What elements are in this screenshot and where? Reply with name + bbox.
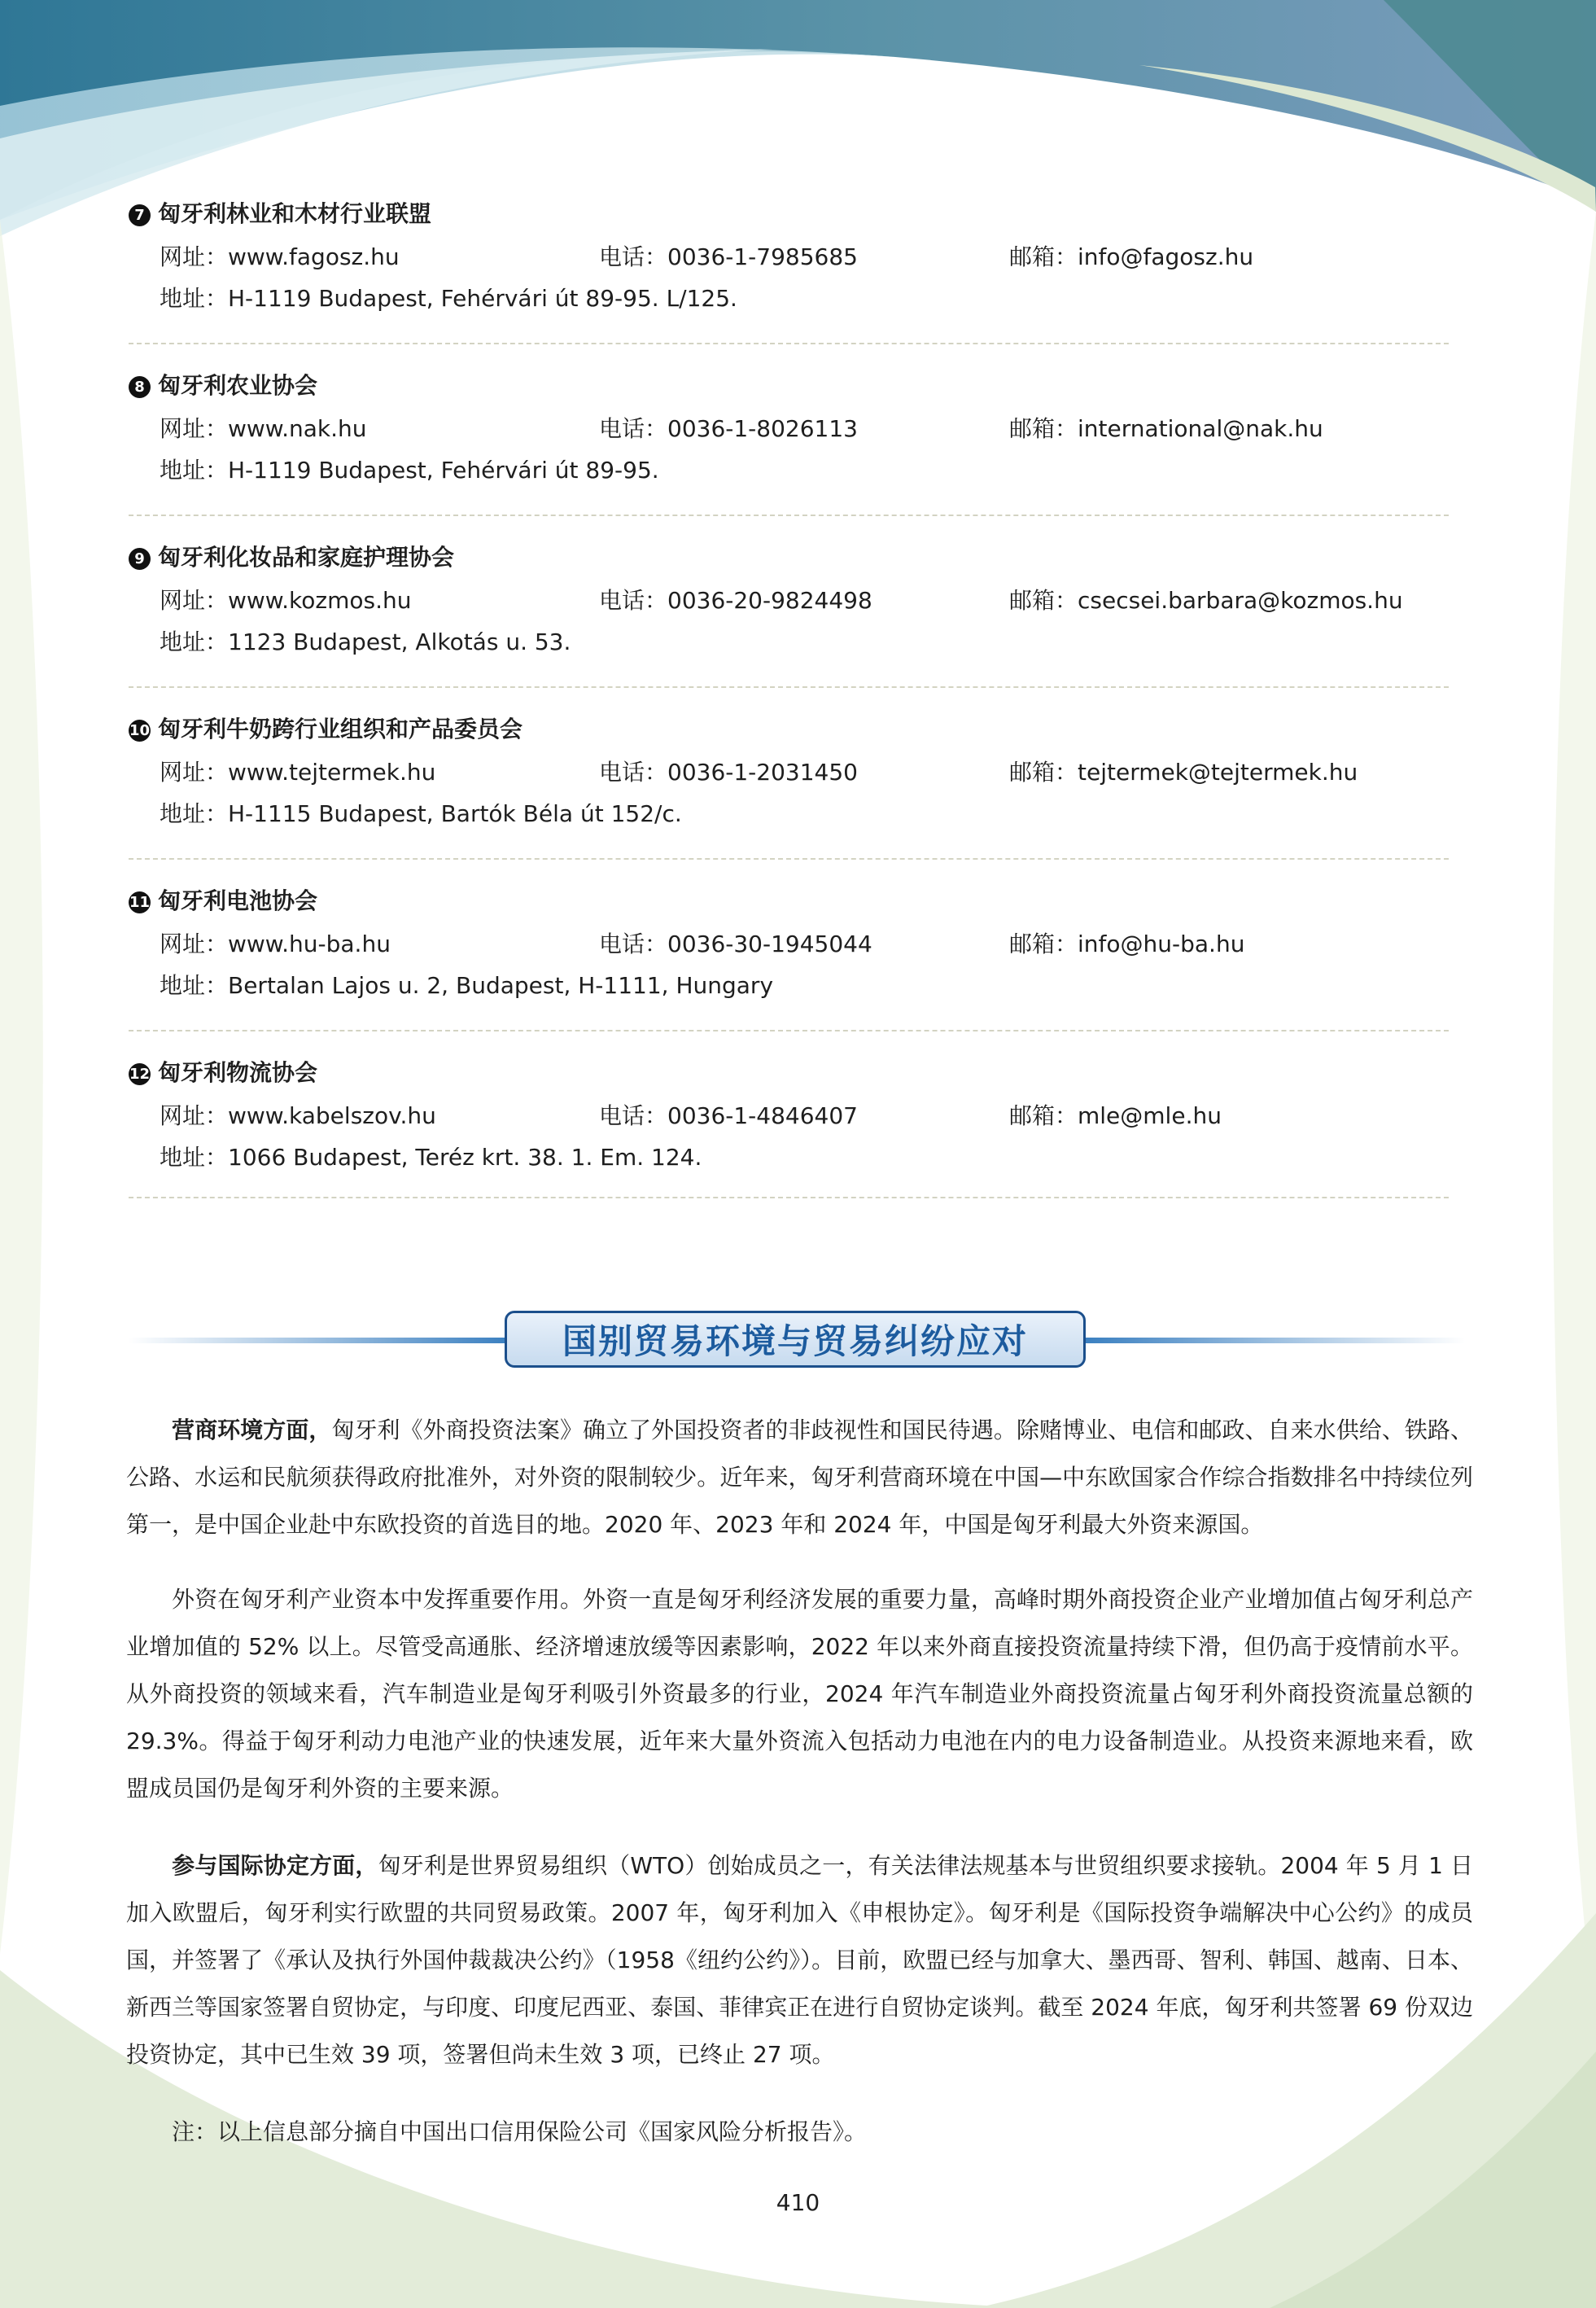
organization-entry — [129, 885, 1449, 1031]
body-paragraph — [126, 1407, 1473, 1548]
section-title: 国别贸易环境与贸易纠纷应对 — [562, 1321, 1028, 1361]
email-field: 邮箱：international@nak.hu — [1009, 415, 1323, 442]
email-field: 邮箱：info@fagosz.hu — [1009, 243, 1254, 270]
organization-entry — [129, 541, 1449, 688]
phone-field: 电话：0036-1-8026113 — [599, 415, 858, 442]
section-banner — [129, 1311, 1465, 1373]
number-badge: 7 — [129, 204, 151, 226]
number-badge: 10 — [129, 720, 151, 742]
address-field: 地址：1123 Budapest, Alkotás u. 53. — [160, 628, 571, 655]
email-field: 邮箱：info@hu-ba.hu — [1009, 931, 1245, 957]
organization-title — [129, 1057, 317, 1089]
phone-field: 电话：0036-1-4846407 — [599, 1102, 858, 1129]
paragraph-text: 匈牙利是世界贸易组织（WTO）创始成员之一，有关法律法规基本与世贸组织要求接轨。2004 年 5 月 1 日加入欧盟后，匈牙利实行欧盟的共同贸易政策。2007 年，匈牙利加入《申根协定》。匈牙利是《国际投资争端解决中心公约》的成员国，并签署了《承认及执行外国仲裁裁决公约》（1958《纽约公约》）。目前，欧盟已经与加拿大、墨西哥、智利、韩国、越南、日本、新西兰等国家签署自贸协定，与印度、印度尼西亚、泰国、菲律宾正在进行自贸协定谈判。截至 2024 年底，匈牙利共签署 69 份双边投资协定，其中已生效 39 项，签署但尚未生效 3 项，已终止 27 项。 — [126, 1852, 1473, 2068]
body-paragraph — [126, 1576, 1473, 1812]
organization-name: 匈牙利物流协会 — [158, 1059, 318, 1086]
number-badge: 8 — [129, 376, 151, 398]
dashed-divider — [129, 686, 1449, 688]
dashed-divider — [129, 1030, 1449, 1031]
dashed-divider — [129, 515, 1449, 516]
number-badge: 11 — [129, 891, 151, 913]
paragraph-lead: 参与国际协定方面， — [172, 1852, 378, 1879]
address-field: 地址：H-1119 Budapest, Fehérvári út 89-95. L/125. — [160, 285, 737, 312]
number-badge: 9 — [129, 548, 151, 570]
dashed-divider — [129, 858, 1449, 860]
website-field: 网址：www.tejtermek.hu — [160, 759, 436, 786]
paragraph-lead: 营商环境方面， — [172, 1417, 332, 1443]
organization-name: 匈牙利牛奶跨行业组织和产品委员会 — [158, 716, 523, 742]
paragraph-text: 匈牙利《外商投资法案》确立了外国投资者的非歧视性和国民待遇。除赌博业、电信和邮政、自来水供给、铁路、公路、水运和民航须获得政府批准外，对外资的限制较少。近年来，匈牙利营商环境在中国—中东欧国家合作综合指数排名中持续位列第一，是中国企业赴中东欧投资的首选目的地。2020 年、2023 年和 2024 年，中国是匈牙利最大外资来源国。 — [126, 1417, 1473, 1538]
organization-name: 匈牙利化妆品和家庭护理协会 — [158, 544, 455, 571]
address-field: 地址：H-1115 Budapest, Bartók Béla út 152/c. — [160, 800, 682, 827]
number-badge: 12 — [129, 1063, 151, 1085]
organization-title — [129, 198, 431, 230]
organization-title — [129, 541, 454, 574]
phone-field: 电话：0036-1-7985685 — [599, 243, 858, 270]
email-field: 邮箱：mle@mle.hu — [1009, 1102, 1222, 1129]
email-field: 邮箱：tejtermek@tejtermek.hu — [1009, 759, 1358, 786]
page-number: 410 — [776, 2189, 820, 2216]
organization-entry — [129, 198, 1449, 344]
address-field: 地址：Bertalan Lajos u. 2, Budapest, H-1111, Hungary — [160, 972, 774, 999]
body-paragraph — [126, 1842, 1473, 2078]
banner-right-line — [1082, 1338, 1465, 1343]
phone-field: 电话：0036-20-9824498 — [599, 587, 872, 614]
phone-field: 电话：0036-1-2031450 — [599, 759, 858, 786]
dashed-divider — [129, 1197, 1449, 1198]
organization-title — [129, 370, 317, 402]
website-field: 网址：www.kabelszov.hu — [160, 1102, 436, 1129]
organization-entry — [129, 1057, 1449, 1203]
email-field: 邮箱：csecsei.barbara@kozmos.hu — [1009, 587, 1403, 614]
website-field: 网址：www.hu-ba.hu — [160, 931, 391, 957]
organization-title — [129, 713, 523, 746]
section-title-box — [505, 1311, 1086, 1368]
organization-name: 匈牙利电池协会 — [158, 887, 318, 914]
organization-entry — [129, 370, 1449, 516]
source-note: 注：以上信息部分摘自中国出口信用保险公司《国家风险分析报告》。 — [172, 2118, 868, 2145]
organization-entry — [129, 713, 1449, 860]
address-field: 地址：1066 Budapest, Teréz krt. 38. 1. Em. 124. — [160, 1144, 702, 1171]
website-field: 网址：www.kozmos.hu — [160, 587, 412, 614]
address-field: 地址：H-1119 Budapest, Fehérvári út 89-95. — [160, 457, 659, 484]
website-field: 网址：www.nak.hu — [160, 415, 367, 442]
banner-left-line — [129, 1338, 511, 1343]
organization-name: 匈牙利农业协会 — [158, 372, 318, 399]
dashed-divider — [129, 343, 1449, 344]
phone-field: 电话：0036-30-1945044 — [599, 931, 872, 957]
website-field: 网址：www.fagosz.hu — [160, 243, 400, 270]
organization-name: 匈牙利林业和木材行业联盟 — [158, 200, 432, 227]
paragraph-text: 外资在匈牙利产业资本中发挥重要作用。外资一直是匈牙利经济发展的重要力量，高峰时期外商投资企业产业增加值占匈牙利总产业增加值的 52% 以上。尽管受高通胀、经济增速放缓等因素影响，2022 年以来外商直接投资流量持续下滑，但仍高于疫情前水平。从外商投资的领域来看，汽车制造业是匈牙利吸引外资最多的行业，2024 年汽车制造业外商投资流量占匈牙利外商投资流量总额的 29.3%。得益于匈牙利动力电池产业的快速发展，近年来大量外资流入包括动力电池在内的电力设备制造业。从投资来源地来看，欧盟成员国仍是匈牙利外资的主要来源。 — [126, 1586, 1473, 1802]
organization-title — [129, 885, 317, 918]
